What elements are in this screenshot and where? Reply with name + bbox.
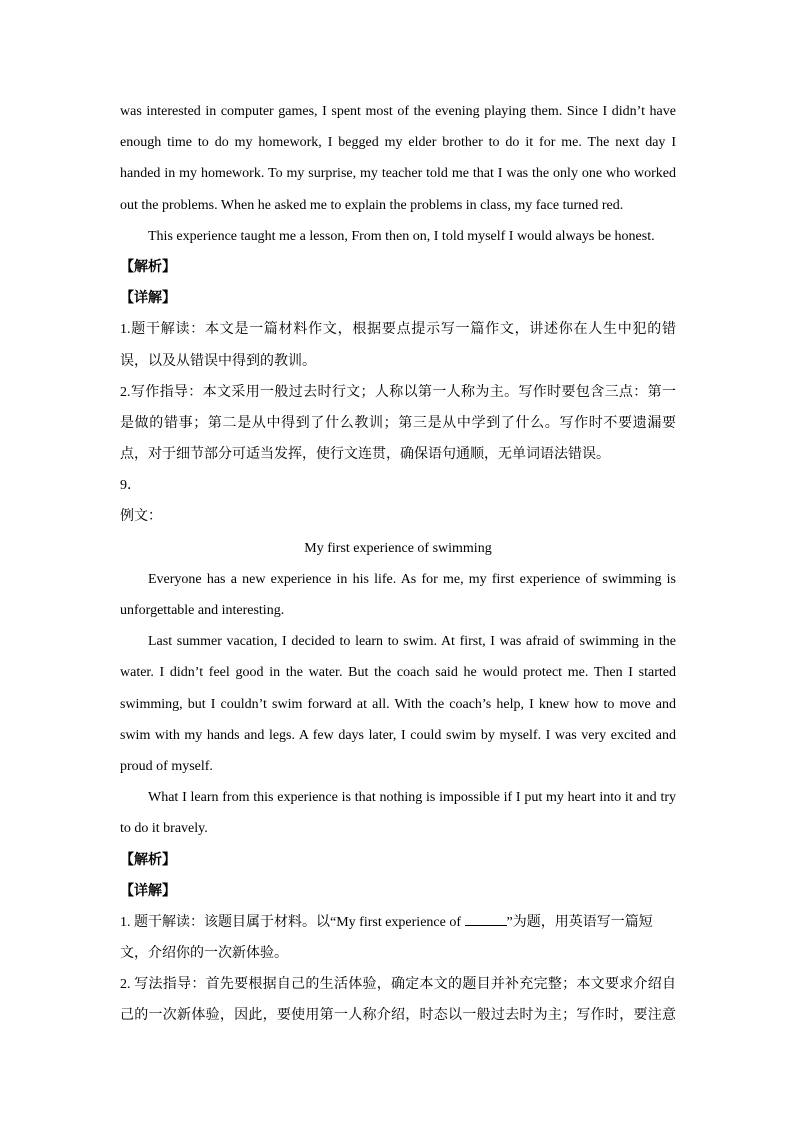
essay9-para2-line-5: proud of myself. <box>120 758 213 774</box>
analysis8-point1-line-2: 误，以及从错误中得到的教训。 <box>120 353 316 369</box>
essay8-line-1: was interested in computer games, I spent most of the evening playing them. Since I didn’t have <box>120 104 676 119</box>
analysis8-jiexi-heading: 【解析】 <box>120 259 176 275</box>
essay9-para2-line-3: swimming, but I couldn’t swim forward at all. With the coach’s help, I knew how to move and <box>120 696 676 712</box>
essay8-line-4: out the problems. When he asked me to explain the problems in class, my face turned red. <box>120 197 624 213</box>
essay9-title: My first experience of swimming <box>304 540 492 556</box>
essay9-para1-line-2: unforgettable and interesting. <box>120 603 285 618</box>
essay8-line-3: handed in my homework. To my surprise, my teacher told me that I was the only one who worked <box>120 166 676 182</box>
analysis8-point2-line-1: 2.写作指导：本文采用一般过去时行文；人称以第一人称为主。写作时要包含三点：第一 <box>120 384 676 400</box>
essay9-para3-line-2: to do it bravely. <box>120 821 208 837</box>
analysis9-point1-line-2: 文，介绍你的一次新体验。 <box>120 946 288 962</box>
essay8-closing: This experience taught me a lesson, From then on, I told myself I would always be honest. <box>148 228 655 244</box>
essay9-para3-line-1: What I learn from this experience is that nothing is impossible if I put my heart into it and try <box>148 790 676 806</box>
analysis9-xiangjie-heading: 【详解】 <box>120 883 176 899</box>
document-page <box>120 96 676 1032</box>
analysis8-point1-line-1: 1.题干解读：本文是一篇材料作文，根据要点提示写一篇作文，讲述你在人生中犯的错 <box>120 322 676 338</box>
analysis8-point2-line-3: 点，对于细节部分可适当发挥，使行文连贯，确保语句通顺，无单词语法错误。 <box>120 447 610 463</box>
example-label: 例文： <box>120 509 162 525</box>
essay9-para1-line-1: Everyone has a new experience in his life. As for me, my first experience of swimming is <box>148 571 676 587</box>
analysis9-point1-after: ”为题，用英语写一篇短 <box>506 914 653 930</box>
analysis8-point2-line-2: 是做的错事；第二是从中得到了什么教训；第三是从中学到了什么。写作时不要遗漏要 <box>120 415 676 431</box>
analysis8-xiangjie-heading: 【详解】 <box>120 291 176 307</box>
essay8-line-2: enough time to do my homework, I begged my elder brother to do it for me. The next day I <box>120 135 676 151</box>
analysis9-point1-line-1 <box>120 907 676 938</box>
essay9-para2-line-2: water. I didn’t feel good in the water. But the coach said he would protect me. Then I started <box>120 665 676 681</box>
question-number: 9． <box>120 478 141 494</box>
essay9-para2-line-4: swim with my hands and legs. A few days later, I could swim by myself. I was very excited and <box>120 727 676 743</box>
analysis9-point2-line-1: 2. 写法指导：首先要根据自己的生活体验，确定本文的题目并补充完整；本文要求介绍自 <box>120 977 676 993</box>
analysis9-jiexi-heading: 【解析】 <box>120 852 176 868</box>
essay9-para2-line-1: Last summer vacation, I decided to learn to swim. At first, I was afraid of swimming in the <box>148 634 676 650</box>
analysis9-point2-line-2: 己的一次新体验，因此，要使用第一人称介绍，时态以一般过去时为主；写作时，要注意 <box>120 1008 676 1024</box>
analysis9-point1-before: 1. 题干解读：该题目属于材料。以“My first experience of <box>120 914 465 930</box>
fill-in-blank <box>465 913 507 926</box>
